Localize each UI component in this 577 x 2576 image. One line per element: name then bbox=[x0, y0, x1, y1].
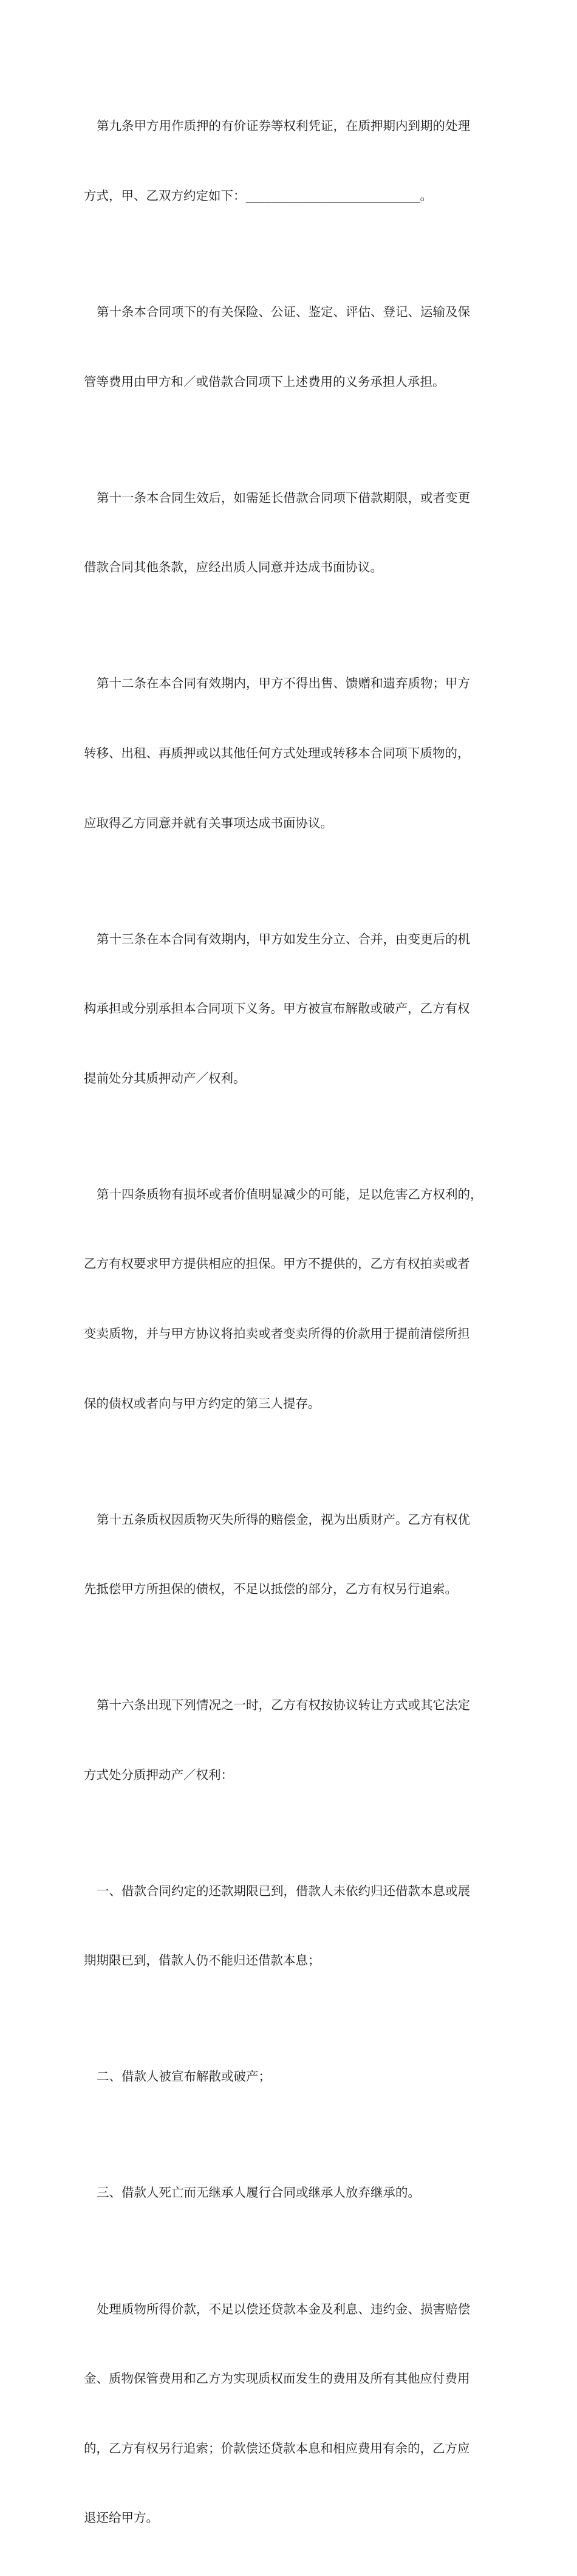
text-line: 提前处分其质押动产／权利。 bbox=[84, 1070, 246, 1086]
text-line: 金、质物保管费用和乙方为实现质权而发生的费用及所有其他应付费用 bbox=[84, 2371, 470, 2386]
clause-16 bbox=[84, 1647, 497, 1833]
clause-9 bbox=[84, 68, 497, 254]
clause-15 bbox=[84, 1461, 497, 1647]
text-line: 变卖质物，并与甲方协议将拍卖或者变卖所得的价款用于提前清偿所担 bbox=[84, 1326, 470, 1341]
text-line: 第十五条质权因质物灭失所得的赔偿金，视为出质财产。乙方有权优 bbox=[97, 1512, 470, 1527]
text-line: 第十一条本合同生效后，如需延长借款合同项下借款期限，或者变更 bbox=[97, 490, 470, 505]
document-body bbox=[84, 68, 497, 2576]
text-line: 管等费用由甲方和／或借款合同项下上述费用的义务承担人承担。 bbox=[84, 374, 445, 389]
text-line: 方式处分质押动产／权利： bbox=[84, 1767, 233, 1782]
text-line: 退还给甲方。 bbox=[84, 2510, 159, 2526]
text-line: 转移、出租、再质押或以其他任何方式处理或转移本合同项下质物的， bbox=[84, 745, 470, 760]
clause-14 bbox=[84, 1136, 497, 1461]
clause-16-item-1 bbox=[84, 1833, 497, 2019]
text-line: 期期限已到，借款人仍不能归还借款本息； bbox=[84, 1953, 321, 1968]
clause-13 bbox=[84, 881, 497, 1136]
clause-11 bbox=[84, 439, 497, 625]
clause-16-item-2 bbox=[84, 2019, 497, 2135]
text-line: 一、借款合同约定的还款期限已到，借款人未依约归还借款本息或展 bbox=[97, 1883, 470, 1898]
clause-10 bbox=[84, 254, 497, 440]
clause-12 bbox=[84, 625, 497, 881]
text-line: 先抵偿甲方所担保的债权，不足以抵偿的部分，乙方有权另行追索。 bbox=[84, 1582, 457, 1597]
text-line: 应取得乙方同意并就有关事项达成书面协议。 bbox=[84, 815, 333, 830]
text-line: 保的债权或者向与甲方约定的第三人提存。 bbox=[84, 1396, 321, 1411]
proceeds-handling-paragraph bbox=[84, 2251, 497, 2576]
text-line: 借款合同其他条款，应经出质人同意并达成书面协议。 bbox=[84, 560, 383, 575]
text-line: 二、借款人被宣布解散或破产； bbox=[97, 2069, 271, 2084]
text-line: 第十六条出现下列情况之一时，乙方有权按协议转让方式或其它法定 bbox=[97, 1698, 470, 1713]
text-line: 构承担或分别承担本合同项下义务。甲方被宣布解散或破产，乙方有权 bbox=[84, 1001, 470, 1016]
text-line: 三、借款人死亡而无继承人履行合同或继承人放弃继承的。 bbox=[97, 2185, 420, 2200]
text-line: 第九条甲方用作质押的有价证券等权利凭证，在质押期内到期的处理 bbox=[97, 119, 470, 134]
text-line: 处理质物所得价款，不足以偿还贷款本金及利息、违约金、损害赔偿 bbox=[97, 2301, 470, 2316]
text-line: 第十三条在本合同有效期内，甲方如发生分立、合并，由变更后的机 bbox=[97, 931, 470, 946]
text-line: 的，乙方有权另行追索；价款偿还贷款本息和相应费用有余的，乙方应 bbox=[84, 2440, 470, 2456]
text-line: 第十二条在本合同有效期内，甲方不得出售、馈赠和遗弃质物；甲方 bbox=[97, 676, 470, 691]
clause-16-item-3 bbox=[84, 2135, 497, 2251]
text-line: 乙方有权要求甲方提供相应的担保。甲方不提供的，乙方有权拍卖或者 bbox=[84, 1256, 470, 1272]
text-line: 第十条本合同项下的有关保险、公证、鉴定、评估、登记、运输及保 bbox=[97, 305, 470, 320]
text-line: 方式，甲、乙双方约定如下：____________________________。 bbox=[84, 188, 432, 204]
text-line: 第十四条质物有损坏或者价值明显减少的可能，足以危害乙方权利的， bbox=[97, 1186, 483, 1202]
